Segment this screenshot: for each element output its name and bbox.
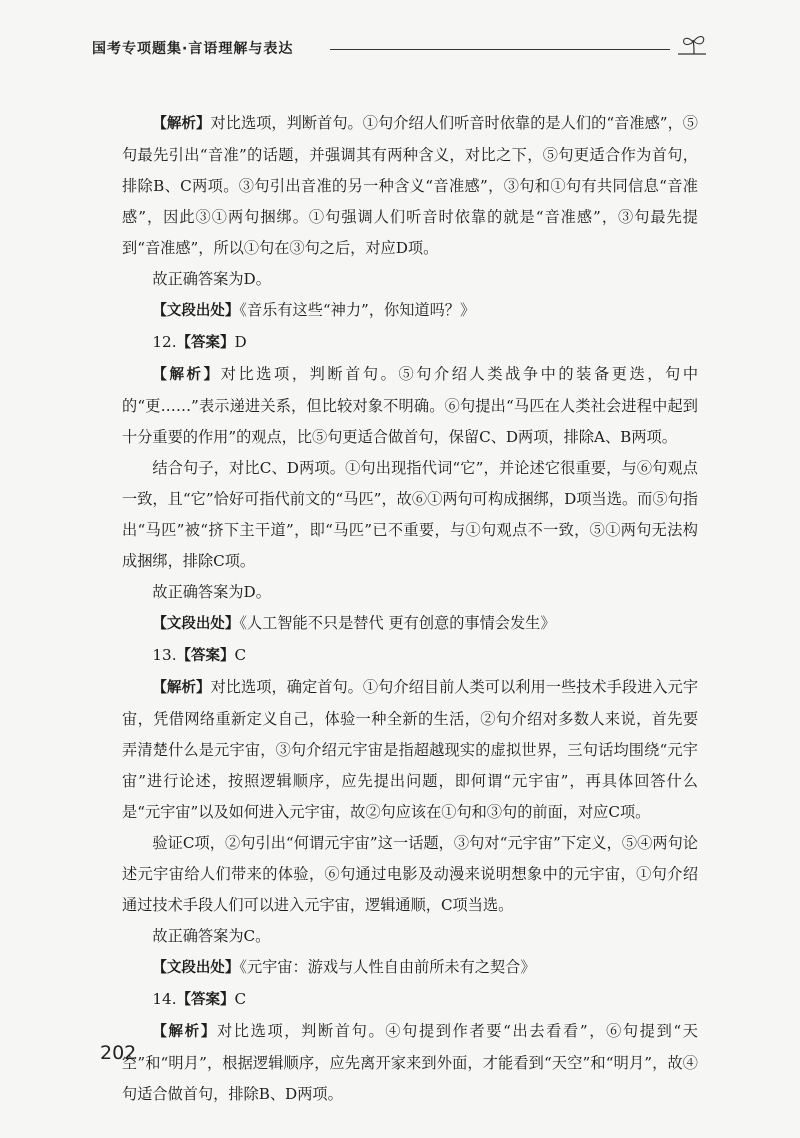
q13-source-text: 《元宇宙：游戏与人性自由前所未有之契合》: [239, 958, 536, 976]
q12-source-text: 《人工智能不只是替代 更有创意的事情会发生》: [239, 614, 556, 632]
book-title: 国考专项题集·言语理解与表达: [92, 41, 294, 57]
source-tag: 【文段出处】: [152, 960, 240, 976]
q11-source-text: 《音乐有这些“神力”，你知道吗？》: [239, 301, 476, 319]
q13-answer: [122, 640, 698, 672]
sprout-icon: [672, 34, 712, 62]
q12-number: 12.: [152, 333, 177, 351]
q13-analysis-2: 验证C项，②句引出“何谓元宇宙”这一话题，③句对“元宇宙”下定义，⑤④两句论述元宇宙给人们带来的体验，⑥句通过电影及动漫来说明想象中的元宇宙，①句介绍通过技术手段人们可以进入元宇宙，逻辑通顺，C项当选。: [122, 834, 698, 914]
answer-tag: 【答案】: [176, 335, 235, 351]
q11-analysis: [122, 108, 698, 264]
q11-conclusion: 故正确答案为D。: [152, 270, 271, 288]
q12-conclusion: 故正确答案为D。: [152, 583, 271, 601]
running-header: [82, 34, 722, 64]
q14-answer: [122, 984, 698, 1016]
answer-tag: 【答案】: [176, 648, 235, 664]
q12-answer: [122, 327, 698, 359]
q13-source: [122, 952, 698, 984]
q14-answer-value: C: [234, 990, 247, 1008]
q12-source: [122, 608, 698, 640]
q12-analysis: [122, 359, 698, 453]
answer-tag: 【答案】: [176, 992, 235, 1008]
page-number: 202: [100, 1042, 137, 1064]
q14-analysis: [122, 1016, 698, 1110]
q13-analysis: [122, 672, 698, 828]
header-rule: [330, 49, 670, 50]
q12-analysis-2: 结合句子，对比C、D两项。①句出现指代词“它”，并论述它很重要，与⑥句观点一致，且“它”恰好可指代前文的“马匹”，故⑥①两句可构成捆绑，D项当选。而⑤句指出“马匹”被“挤下主干道”，即“马匹”已不重要，与①句观点不一致，⑤①两句无法构成捆绑，排除C项。: [122, 459, 698, 570]
q12-answer-value: D: [234, 333, 247, 351]
page-body: [122, 108, 698, 1110]
source-tag: 【文段出处】: [152, 616, 240, 632]
analysis-tag: 【解析】: [152, 680, 211, 696]
q13-answer-value: C: [234, 646, 247, 664]
q13-analysis-text: 对比选项，确定首句。①句介绍目前人类可以利用一些技术手段进入元宇宙，凭借网络重新定义自己，体验一种全新的生活，②句介绍对多数人来说，首先要弄清楚什么是元宇宙，③句介绍元宇宙是指超越现实的虚拟世界，三句话均围绕“元宇宙”进行论述，按照逻辑顺序，应先提出问题，即何谓“元宇宙”，再具体回答什么是“元宇宙”以及如何进入元宇宙，故②句应该在①句和③句的前面，对应C项。: [122, 678, 699, 821]
analysis-tag: 【解析】: [152, 1024, 217, 1040]
q14-analysis-text: 对比选项，判断首句。④句提到作者要“出去看看”，⑥句提到“天空”和“明月”，根据逻辑顺序，应先离开家来到外面，才能看到“天空”和“明月”，故④句适合做首句，排除B、D两项。: [122, 1022, 698, 1103]
q11-analysis-text: 对比选项，判断首句。①句介绍人们听音时依靠的是人们的“音准感”，⑤句最先引出“音准”的话题，并强调其有两种含义，对比之下，⑤句更适合作为首句，排除B、C两项。③句引出音准的另一种含义“音准感”，③句和①句有共同信息“音准感”，因此③①两句捆绑。①句强调人们听音时依靠的就是“音准感”，③句最先提到“音准感”，所以①句在③句之后，对应D项。: [122, 114, 698, 257]
q13-conclusion: 故正确答案为C。: [152, 927, 271, 945]
q13-number: 13.: [152, 646, 177, 664]
analysis-tag: 【解析】: [152, 116, 211, 132]
q14-number: 14.: [152, 990, 177, 1008]
q11-source: [122, 295, 698, 327]
analysis-tag: 【解析】: [152, 367, 221, 383]
q12-analysis-text: 对比选项，判断首句。⑤句介绍人类战争中的装备更迭，句中的“更……”表示递进关系，但比较对象不明确。⑥句提出“马匹在人类社会进程中起到十分重要的作用”的观点，比⑤句更适合做首句，保留C、D两项，排除A、B两项。: [122, 365, 699, 446]
source-tag: 【文段出处】: [152, 303, 240, 319]
